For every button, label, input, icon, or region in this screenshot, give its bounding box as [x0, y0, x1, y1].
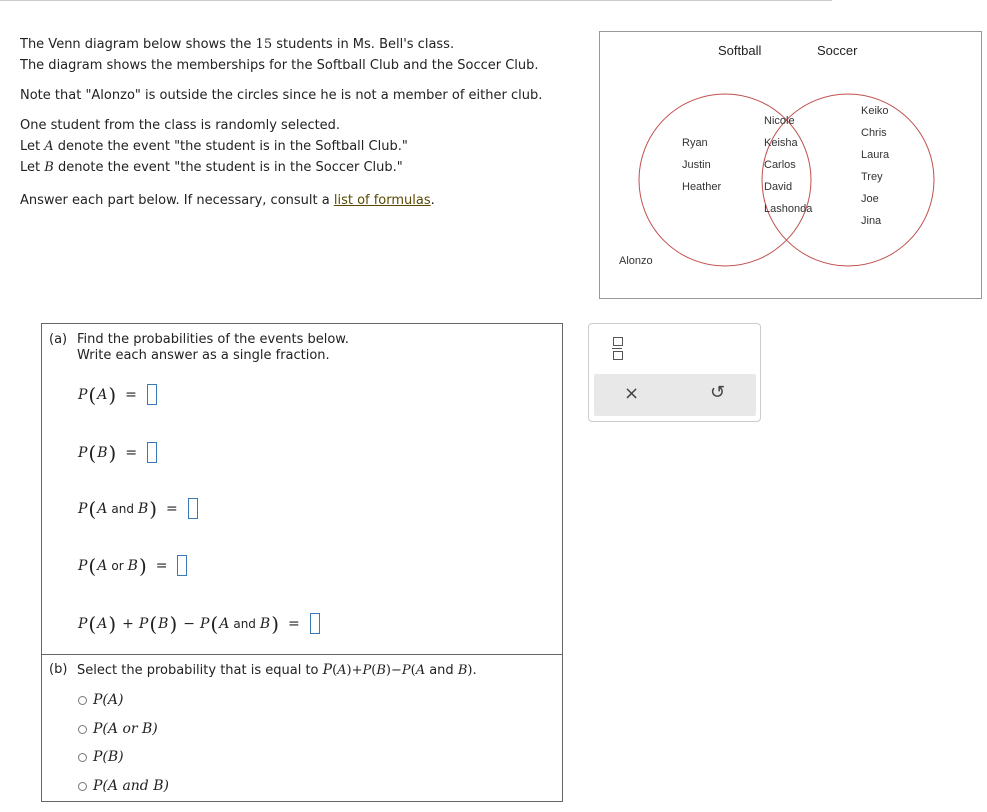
intro-line-7: Answer each part below. If necessary, consult a list of formulas.: [20, 193, 435, 208]
math-toolbar: [588, 323, 761, 422]
clear-button[interactable]: ×: [624, 383, 640, 404]
venn-name: Lashonda: [764, 203, 813, 215]
venn-name: Heather: [682, 181, 722, 193]
p-a-or-b-row: P ( A or B ) =: [78, 555, 187, 576]
option-p-a[interactable]: P(A): [78, 692, 123, 708]
part-divider: [42, 654, 562, 655]
intro-line-1: The Venn diagram below shows the 15 students in Ms. Bell's class.: [20, 37, 455, 52]
p-sum-answer-input[interactable]: [310, 613, 320, 634]
p-a-and-b-answer-input[interactable]: [188, 498, 198, 519]
toolbar-actions: [594, 374, 756, 416]
venn-name: Keisha: [764, 137, 798, 149]
radio-button[interactable]: [78, 782, 87, 791]
venn-name: David: [764, 181, 793, 193]
formulas-link[interactable]: list of formulas: [333, 193, 431, 208]
problem-statement: [20, 34, 590, 211]
soccer-label: Soccer: [817, 43, 858, 58]
venn-name: Alonzo: [619, 255, 653, 267]
intro-line-6: Let B denote the event "the student is in the Soccer Club.": [20, 160, 403, 175]
part-b-prompt: Select the probability that is equal to P(A)+P(B)−P(A and B).: [77, 662, 477, 678]
venn-name: Carlos: [764, 159, 796, 171]
top-divider: [0, 0, 832, 1]
venn-name: Ryan: [682, 137, 708, 149]
p-a-or-b-answer-input[interactable]: [177, 555, 187, 576]
venn-name: Justin: [682, 159, 711, 171]
radio-button[interactable]: [78, 696, 87, 705]
p-b-row: P ( B ) =: [78, 442, 157, 463]
venn-name: Jina: [861, 215, 882, 227]
part-b-label: (b): [49, 662, 68, 677]
intro-line-3: Note that "Alonzo" is outside the circles since he is not a member of either club.: [20, 88, 543, 103]
p-sum-row: P ( A ) + P ( B ) − P ( A and B ) =: [78, 613, 320, 634]
venn-name: Keiko: [861, 105, 889, 117]
p-a-answer-input[interactable]: [147, 384, 157, 405]
venn-name: Chris: [861, 127, 887, 139]
intro-line-4: One student from the class is randomly selected.: [20, 118, 341, 133]
intro-line-2: The diagram shows the memberships for the Softball Club and the Soccer Club.: [20, 58, 539, 73]
softball-label: Softball: [718, 43, 762, 58]
venn-name: Trey: [861, 171, 883, 183]
p-a-row: P ( A ) =: [78, 384, 157, 405]
question-box: [41, 323, 563, 802]
radio-button[interactable]: [78, 753, 87, 762]
intro-line-5: Let A denote the event "the student is in the Softball Club.": [20, 139, 408, 154]
p-a-and-b-row: P ( A and B ) =: [78, 498, 198, 519]
venn-diagram: [599, 31, 982, 299]
undo-button[interactable]: ↺: [710, 382, 726, 403]
venn-name: Nicole: [764, 115, 795, 127]
option-p-b[interactable]: P(B): [78, 749, 124, 765]
option-p-a-or-b[interactable]: P(A or B): [78, 721, 158, 737]
fraction-icon[interactable]: [613, 337, 623, 360]
part-a-instruction-2: Write each answer as a single fraction.: [77, 348, 330, 363]
option-p-a-and-b[interactable]: P(A and B): [78, 778, 169, 794]
venn-name: Laura: [861, 149, 890, 161]
part-a-label: (a): [49, 332, 68, 347]
venn-name: Joe: [861, 193, 879, 205]
part-a-instruction-1: Find the probabilities of the events below.: [77, 332, 349, 347]
radio-button[interactable]: [78, 725, 87, 734]
p-b-answer-input[interactable]: [147, 442, 157, 463]
